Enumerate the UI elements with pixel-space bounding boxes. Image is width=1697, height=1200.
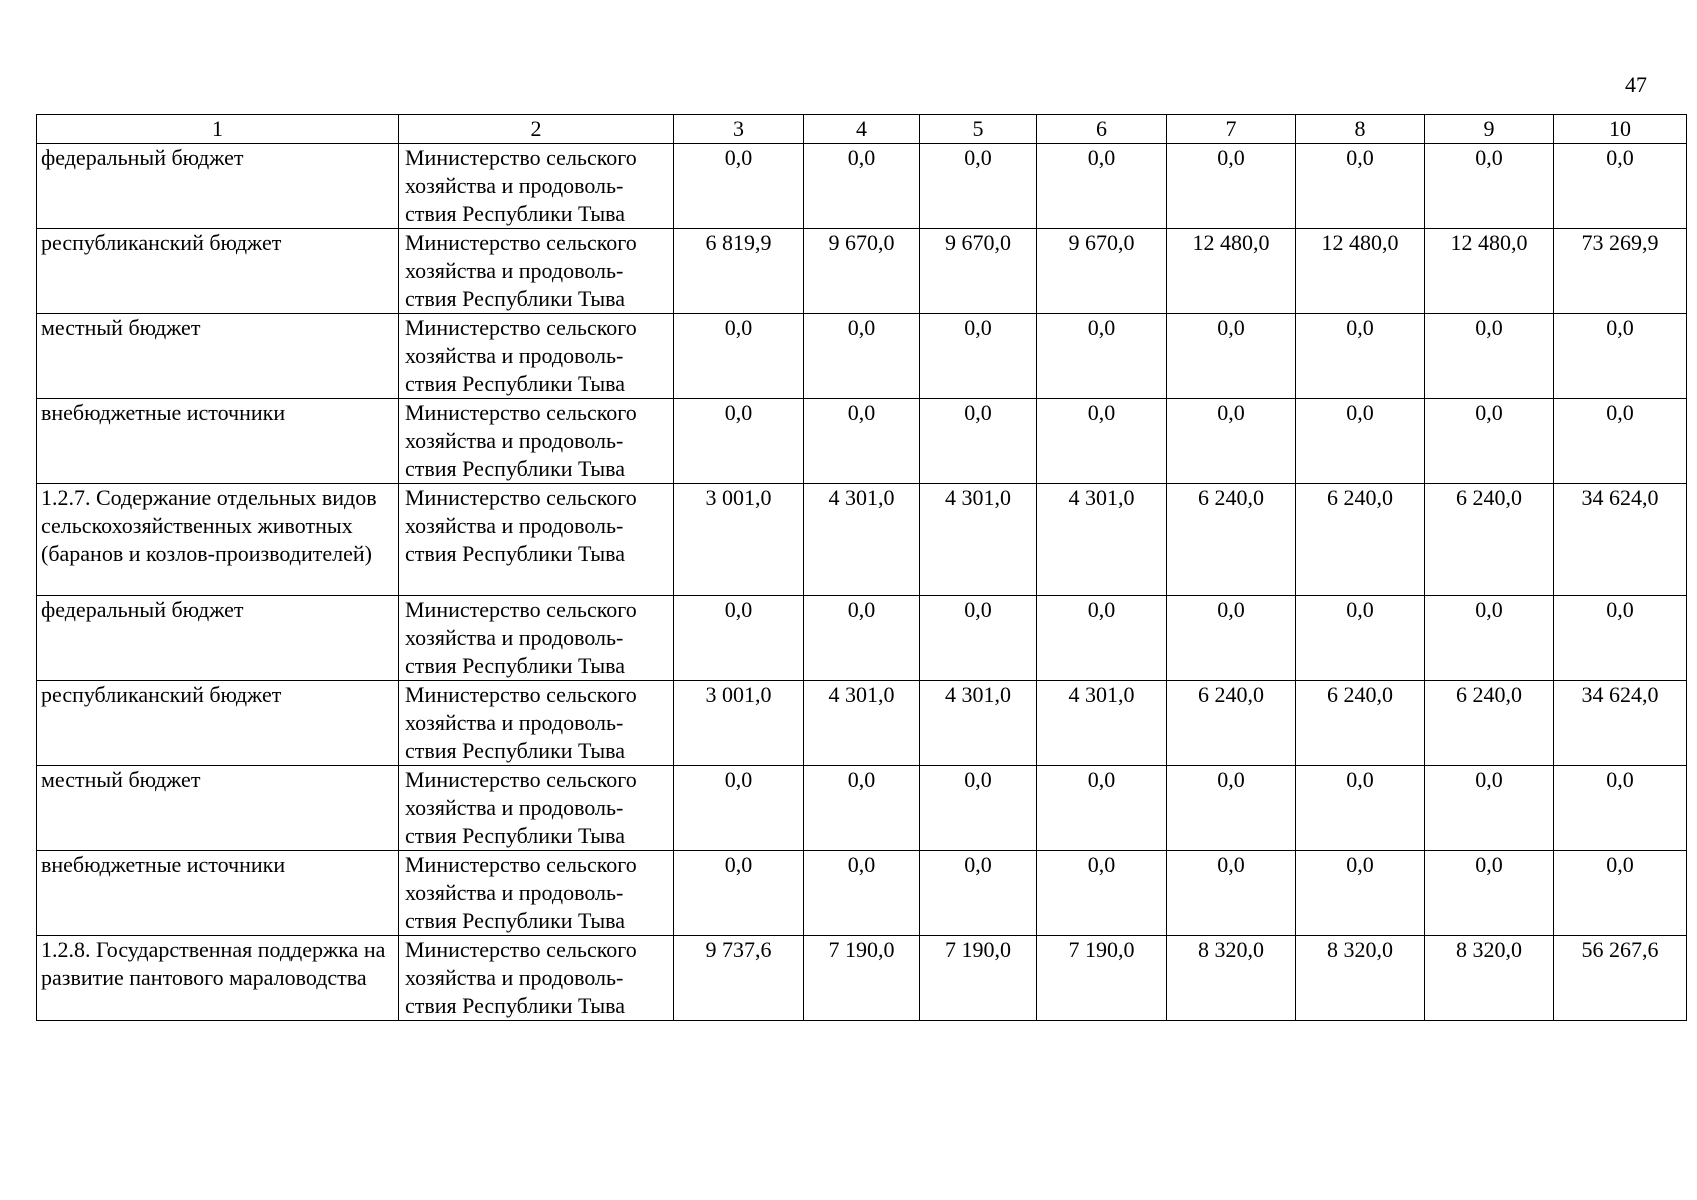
row-name-cell: 1.2.7. Содержание отдельных видов сельскохозяйственных животных (баранов и козлов-производителей) — [37, 484, 399, 596]
row-name-cell: республиканский бюджет — [37, 681, 399, 766]
responsible-org-line: хозяйства и продоволь- — [405, 343, 624, 368]
responsible-org-line: Министерство сельского — [405, 937, 637, 962]
responsible-org-cell — [399, 681, 674, 766]
responsible-org-line: Министерство сельского — [405, 315, 637, 340]
value-cell: 4 301,0 — [804, 681, 920, 766]
value-cell: 0,0 — [1037, 144, 1167, 229]
responsible-org-line: ствия Республики Тыва — [405, 653, 626, 678]
value-cell: 0,0 — [804, 314, 920, 399]
value-cell: 0,0 — [1425, 399, 1554, 484]
value-cell: 9 670,0 — [1037, 229, 1167, 314]
table-row — [37, 399, 1687, 484]
column-header: 10 — [1554, 115, 1687, 144]
table-row — [37, 766, 1687, 851]
responsible-org-cell — [399, 229, 674, 314]
value-cell: 12 480,0 — [1296, 229, 1425, 314]
value-cell: 0,0 — [1554, 314, 1687, 399]
row-name-cell: республиканский бюджет — [37, 229, 399, 314]
value-cell: 0,0 — [1037, 851, 1167, 936]
responsible-org-line: хозяйства и продоволь- — [405, 710, 624, 735]
responsible-org-line: хозяйства и продоволь- — [405, 795, 624, 820]
responsible-org-line: Министерство сельского — [405, 767, 637, 792]
responsible-org-line: Министерство сельского — [405, 852, 637, 877]
row-name-cell: 1.2.8. Государственная поддержка на развитие пантового мараловодства — [37, 936, 399, 1021]
responsible-org-cell — [399, 314, 674, 399]
responsible-org-line: Министерство сельского — [405, 485, 637, 510]
value-cell: 0,0 — [1167, 851, 1296, 936]
value-cell: 6 819,9 — [674, 229, 804, 314]
responsible-org-line: ствия Республики Тыва — [405, 823, 626, 848]
responsible-org-line: хозяйства и продоволь- — [405, 880, 624, 905]
column-header: 1 — [37, 115, 399, 144]
responsible-org-cell — [399, 484, 674, 596]
value-cell: 0,0 — [804, 766, 920, 851]
value-cell: 3 001,0 — [674, 484, 804, 596]
value-cell: 0,0 — [804, 399, 920, 484]
value-cell: 8 320,0 — [1425, 936, 1554, 1021]
value-cell: 0,0 — [920, 144, 1037, 229]
table-row — [37, 851, 1687, 936]
responsible-org-line: Министерство сельского — [405, 145, 637, 170]
responsible-org-line: Министерство сельского — [405, 400, 637, 425]
responsible-org-cell — [399, 144, 674, 229]
value-cell: 0,0 — [920, 314, 1037, 399]
table-row — [37, 596, 1687, 681]
responsible-org-line: хозяйства и продоволь- — [405, 258, 624, 283]
value-cell: 0,0 — [1554, 596, 1687, 681]
responsible-org-line: ствия Республики Тыва — [405, 541, 626, 566]
table-row — [37, 314, 1687, 399]
responsible-org-line: Министерство сельского — [405, 682, 637, 707]
value-cell: 9 737,6 — [674, 936, 804, 1021]
value-cell: 0,0 — [920, 399, 1037, 484]
responsible-org-cell — [399, 596, 674, 681]
responsible-org-line: ствия Республики Тыва — [405, 371, 626, 396]
value-cell: 0,0 — [1037, 399, 1167, 484]
table-row — [37, 681, 1687, 766]
value-cell: 0,0 — [674, 596, 804, 681]
responsible-org-line: хозяйства и продоволь- — [405, 625, 624, 650]
value-cell: 4 301,0 — [920, 681, 1037, 766]
responsible-org-line: хозяйства и продоволь- — [405, 173, 624, 198]
value-cell: 0,0 — [804, 144, 920, 229]
value-cell: 8 320,0 — [1167, 936, 1296, 1021]
value-cell: 0,0 — [1296, 851, 1425, 936]
value-cell: 4 301,0 — [804, 484, 920, 596]
value-cell: 0,0 — [1425, 144, 1554, 229]
value-cell: 7 190,0 — [920, 936, 1037, 1021]
value-cell: 12 480,0 — [1167, 229, 1296, 314]
responsible-org-line: хозяйства и продоволь- — [405, 428, 624, 453]
value-cell: 0,0 — [1425, 851, 1554, 936]
responsible-org-line: ствия Республики Тыва — [405, 993, 626, 1018]
responsible-org-line: Министерство сельского — [405, 230, 637, 255]
value-cell: 0,0 — [1425, 766, 1554, 851]
value-cell: 0,0 — [1554, 851, 1687, 936]
value-cell: 0,0 — [1554, 144, 1687, 229]
value-cell: 0,0 — [920, 766, 1037, 851]
value-cell: 0,0 — [674, 144, 804, 229]
responsible-org-cell — [399, 936, 674, 1021]
responsible-org-cell — [399, 851, 674, 936]
value-cell: 12 480,0 — [1425, 229, 1554, 314]
responsible-org-line: ствия Республики Тыва — [405, 201, 626, 226]
value-cell: 7 190,0 — [804, 936, 920, 1021]
value-cell: 4 301,0 — [1037, 484, 1167, 596]
responsible-org-line: Министерство сельского — [405, 597, 637, 622]
value-cell: 0,0 — [674, 851, 804, 936]
value-cell: 0,0 — [1037, 766, 1167, 851]
value-cell: 0,0 — [1167, 144, 1296, 229]
responsible-org-line: ствия Республики Тыва — [405, 908, 626, 933]
value-cell: 8 320,0 — [1296, 936, 1425, 1021]
table-row — [37, 936, 1687, 1021]
table-row — [37, 484, 1687, 596]
value-cell: 0,0 — [1425, 596, 1554, 681]
page-number: 47 — [1625, 72, 1647, 97]
value-cell: 0,0 — [1167, 314, 1296, 399]
value-cell: 7 190,0 — [1037, 936, 1167, 1021]
responsible-org-cell — [399, 766, 674, 851]
responsible-org-line: ствия Республики Тыва — [405, 456, 626, 481]
value-cell: 0,0 — [1296, 766, 1425, 851]
value-cell: 9 670,0 — [804, 229, 920, 314]
table-body — [37, 144, 1687, 1021]
value-cell: 6 240,0 — [1167, 681, 1296, 766]
value-cell: 0,0 — [1554, 399, 1687, 484]
value-cell: 0,0 — [1554, 766, 1687, 851]
value-cell: 0,0 — [1296, 399, 1425, 484]
column-header: 9 — [1425, 115, 1554, 144]
value-cell: 0,0 — [804, 851, 920, 936]
row-name-cell: внебюджетные источники — [37, 399, 399, 484]
value-cell: 0,0 — [804, 596, 920, 681]
value-cell: 0,0 — [1296, 144, 1425, 229]
value-cell: 0,0 — [920, 596, 1037, 681]
table-row — [37, 229, 1687, 314]
column-header: 5 — [920, 115, 1037, 144]
value-cell: 34 624,0 — [1554, 681, 1687, 766]
value-cell: 0,0 — [1167, 596, 1296, 681]
value-cell: 3 001,0 — [674, 681, 804, 766]
table-row — [37, 144, 1687, 229]
column-header: 3 — [674, 115, 804, 144]
value-cell: 4 301,0 — [1037, 681, 1167, 766]
row-name-cell: федеральный бюджет — [37, 144, 399, 229]
row-name-cell: местный бюджет — [37, 314, 399, 399]
value-cell: 6 240,0 — [1296, 681, 1425, 766]
value-cell: 0,0 — [1167, 399, 1296, 484]
column-header: 8 — [1296, 115, 1425, 144]
responsible-org-cell — [399, 399, 674, 484]
value-cell: 4 301,0 — [920, 484, 1037, 596]
value-cell: 0,0 — [674, 314, 804, 399]
value-cell: 0,0 — [674, 399, 804, 484]
value-cell: 0,0 — [1037, 314, 1167, 399]
row-name-cell: местный бюджет — [37, 766, 399, 851]
value-cell: 56 267,6 — [1554, 936, 1687, 1021]
value-cell: 34 624,0 — [1554, 484, 1687, 596]
column-header: 2 — [399, 115, 674, 144]
value-cell: 6 240,0 — [1425, 484, 1554, 596]
value-cell: 0,0 — [674, 766, 804, 851]
column-header: 7 — [1167, 115, 1296, 144]
budget-table — [36, 114, 1687, 1021]
column-header: 4 — [804, 115, 920, 144]
value-cell: 0,0 — [1296, 314, 1425, 399]
value-cell: 0,0 — [1037, 596, 1167, 681]
value-cell: 0,0 — [920, 851, 1037, 936]
responsible-org-line: хозяйства и продоволь- — [405, 965, 624, 990]
responsible-org-line: ствия Республики Тыва — [405, 286, 626, 311]
header-row — [37, 115, 1687, 144]
value-cell: 6 240,0 — [1296, 484, 1425, 596]
value-cell: 6 240,0 — [1167, 484, 1296, 596]
value-cell: 0,0 — [1296, 596, 1425, 681]
value-cell: 0,0 — [1425, 314, 1554, 399]
value-cell: 0,0 — [1167, 766, 1296, 851]
responsible-org-line: ствия Республики Тыва — [405, 738, 626, 763]
responsible-org-line: хозяйства и продоволь- — [405, 513, 624, 538]
column-header: 6 — [1037, 115, 1167, 144]
value-cell: 9 670,0 — [920, 229, 1037, 314]
row-name-cell: внебюджетные источники — [37, 851, 399, 936]
value-cell: 73 269,9 — [1554, 229, 1687, 314]
row-name-cell: федеральный бюджет — [37, 596, 399, 681]
value-cell: 6 240,0 — [1425, 681, 1554, 766]
